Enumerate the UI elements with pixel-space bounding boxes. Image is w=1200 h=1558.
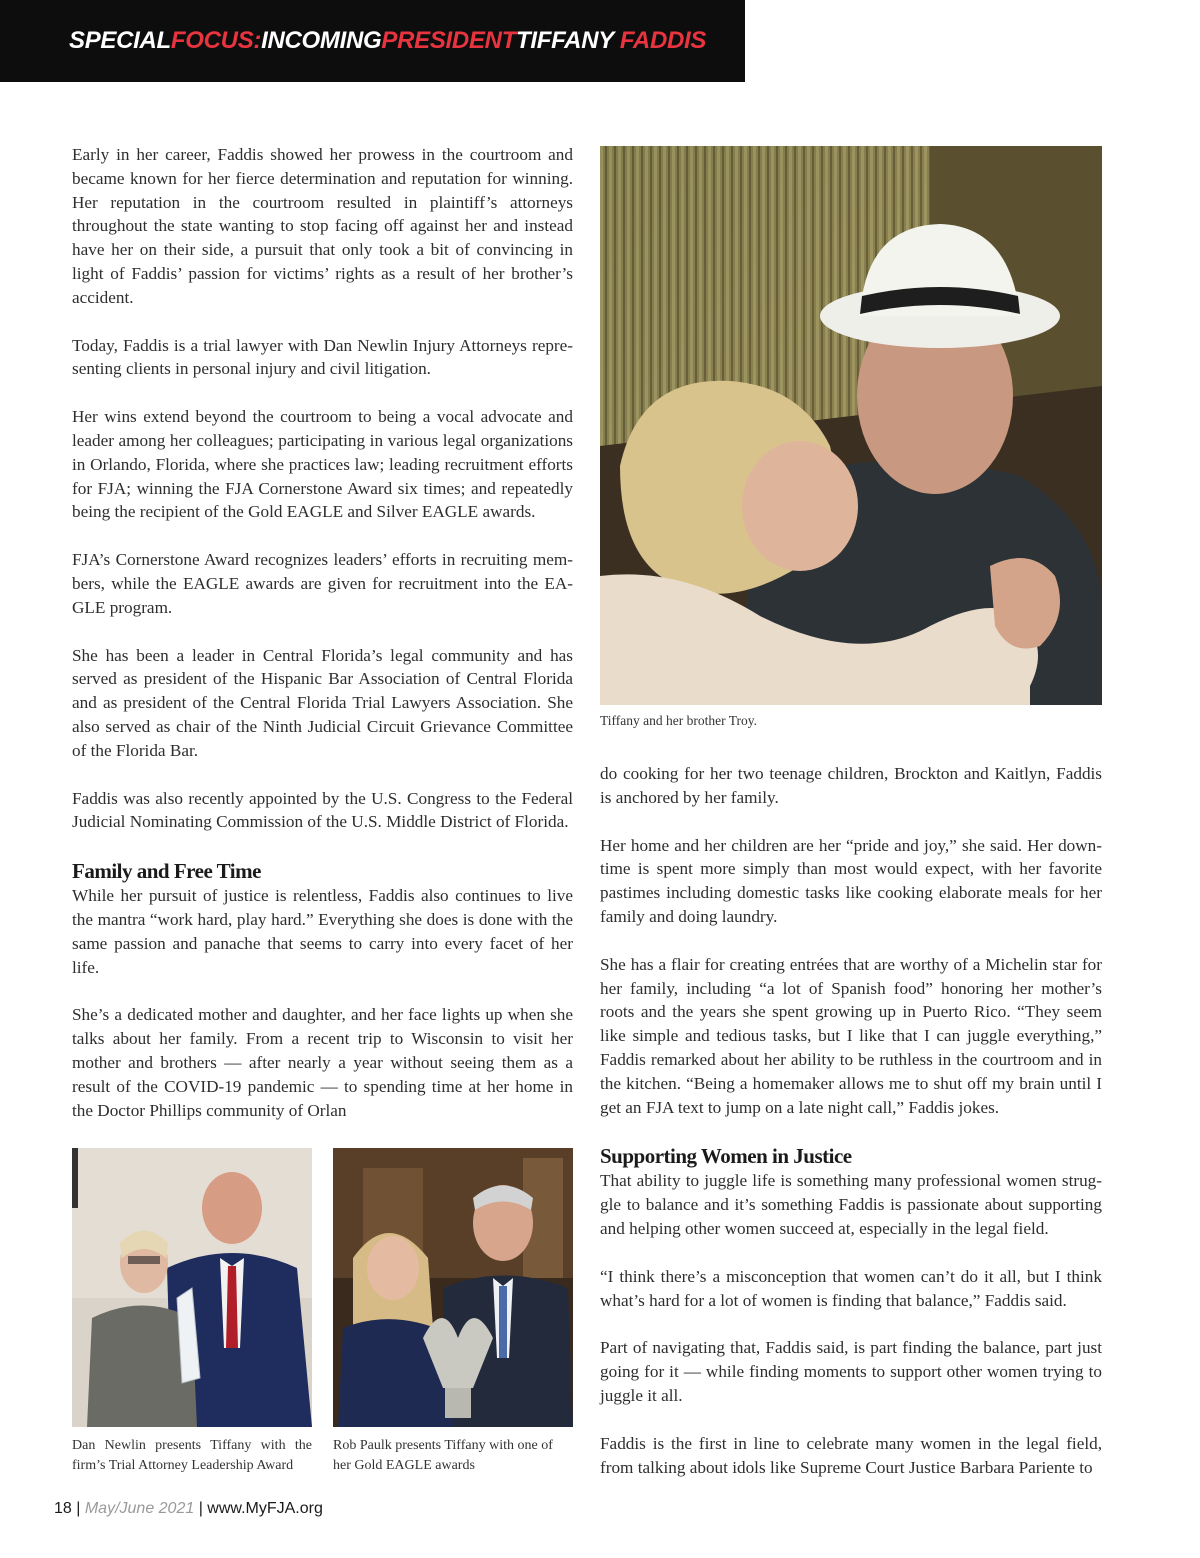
caption-troy: Tiffany and her brother Troy. [600, 713, 757, 728]
title-special: SPECIAL [69, 27, 171, 54]
paragraph: She’s a dedicated mother and daughter, and her face lights up when she talks about her family. From a recent trip to Wisconsin to visit her mother and brothers — after nearly a year without seeing them as a result of the COVID-19 pandemic — to spending time at her home in the Doctor Phillips community of Orlan [72, 1005, 573, 1120]
paragraph: Faddis is the first in line to celebrate many women in the legal field, from talking about idols like Supreme Court Justice Barbara Pariente to [600, 1433, 1102, 1477]
caption-newlin: Dan Newlin presents Tiffany with the firm’s Trial Attorney Leadership Award [72, 1438, 312, 1473]
section-heading-family: Family and Free Time [72, 859, 261, 884]
paragraph: Faddis was also recently appointed by the U.S. Congress to the Federal Judicial Nominating Commission of the U.S. Middle District of Florida. [72, 788, 573, 832]
issue-date: May/June 2021 [84, 1500, 195, 1517]
paragraph: Today, Faddis is a trial lawyer with Dan Newlin Injury Attorneys representing clients in personal injury and civil litigation. [72, 335, 573, 379]
section-heading-women: Supporting Women in Justice [600, 1144, 852, 1169]
title-tiffany: TIFFANY [516, 27, 620, 54]
paragraph: While her pursuit of justice is relentless, Faddis also continues to live the mantra “work hard, play hard.” Everything she does is done with the same passion and panache that seems to carry into every facet of her life. [72, 886, 573, 977]
title-incoming: INCOMING [261, 27, 382, 54]
photo-dan-newlin-illustration [72, 1148, 312, 1427]
paragraph: That ability to juggle life is something many professional women struggle to balance and it’s something Faddis is passionate about supporting and helping other women succeed at, especially in the legal field. [600, 1171, 1102, 1238]
paragraph: “I think there’s a misconception that women can’t do it all, but I think what’s hard for a lot of women is finding that balance,” Faddis said. [600, 1266, 1102, 1310]
photo-tiffany-and-troy [600, 146, 1102, 705]
section-title [69, 27, 706, 55]
title-president: PRESIDENT [381, 27, 517, 54]
paragraph: She has a flair for creating entrées that are worthy of a Michelin star for her family, including “a lot of Spanish food” honoring her mother’s roots and the years she spent growing up in Puerto Rico. “They seem like simple and tedious tasks, but I like that I can juggle everything,” Faddis remarked about her ability to be ruthless in the courtroom and in the kitchen. “Being a homemaker allows me to shut off my brain until I get an FJA text to jump on a late night call,” Faddis jokes. [600, 954, 1102, 1117]
paragraph: FJA’s Cornerstone Award recognizes leaders’ efforts in recruiting members, while the EAGLE awards are given for recruitment into the EAGLE program. [72, 550, 573, 617]
paragraph: do cooking for her two teenage children, Brockton and Kaitlyn, Faddis is anchored by her family. [600, 764, 1102, 807]
paragraph: Her home and her children are her “pride and joy,” she said. Her downtime is spent more simply than most would expect, with her favorite pastimes including domestic tasks like cooking elaborate meals for her family and doing laundry. [600, 835, 1102, 926]
photo-rob-paulk [333, 1148, 573, 1427]
paragraph: Part of navigating that, Faddis said, is part finding the balance, part just going for it — while finding moments to support other women trying to juggle it all. [600, 1338, 1102, 1405]
caption-paulk: Rob Paulk presents Tiffany with one of her Gold EAGLE awards [333, 1438, 553, 1473]
title-faddis: FADDIS [619, 27, 707, 54]
photo-rob-paulk-illustration [333, 1148, 573, 1427]
website-link[interactable]: www.MyFJA.org [207, 1500, 323, 1517]
right-text-column [600, 762, 1102, 1503]
photo-tiffany-and-troy-illustration [600, 146, 1102, 705]
left-text-column [72, 143, 573, 1146]
footer-separator: | [71, 1500, 85, 1517]
header-bar [0, 0, 745, 82]
paragraph: Her wins extend beyond the courtroom to being a vocal advocate and leader among her colleagues; participating in various legal organizations in Orlando, Florida, where she practices law; leading recruitment efforts for FJA; winning the FJA Cornerstone Award six times; and repeatedly being the recipient of the Gold EAGLE and Silver EAGLE awards. [72, 407, 573, 522]
paragraph: She has been a leader in Central Florida’s legal community and has served as president of the Hispanic Bar Association of Central Florida and as president of the Central Florida Trial Lawyers Association. She also served as chair of the Ninth Judicial Circuit Grievance Committee of the Florida Bar. [72, 645, 573, 760]
title-focus: FOCUS: [170, 27, 262, 54]
paragraph: Early in her career, Faddis showed her prowess in the courtroom and became known for her fierce determination and reputation for winning. Her reputation in the courtroom resulted in plaintiff’s attorneys throughout the state wanting to stop facing off against her and instead have her on their side, a pursuit that only took a bit of convincing in light of Faddis’ passion for victims’ rights as a result of her brother’s accident. [72, 145, 573, 307]
photo-dan-newlin [72, 1148, 312, 1427]
page-footer [54, 1500, 323, 1518]
footer-separator: | [194, 1500, 208, 1517]
page-number: 18 [54, 1500, 72, 1517]
